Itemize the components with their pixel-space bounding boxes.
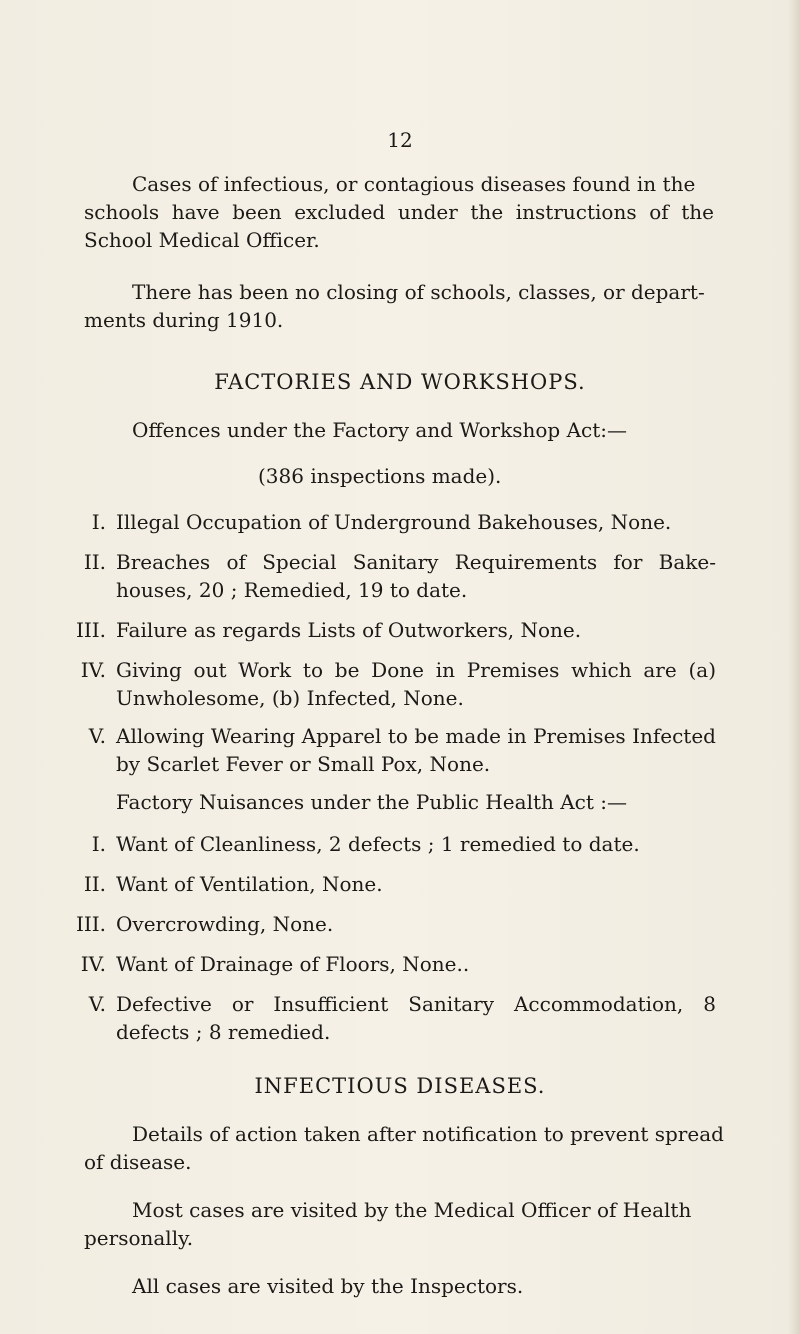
offence-number: III. <box>75 618 106 642</box>
offence-item-text: Breaches of Special Sanitary Requirements for Bake-houses, 20 ; Remedied, 19 to date. <box>116 550 716 602</box>
paragraph-1-rest: schools have been excluded under the instructions of the School Medical Officer. <box>84 200 714 252</box>
nuisance-number: IV. <box>80 952 106 976</box>
infectious-paragraph-1-line-2: of disease. <box>84 1150 192 1174</box>
nuisances-intro: Factory Nuisances under the Public Health Act :— <box>116 790 628 814</box>
offence-item: Allowing Wearing Apparel to be made in Premises Infected by Scarlet Fever or Small Pox, None. <box>116 724 716 776</box>
nuisance-number: I. <box>91 832 106 856</box>
offence-number: I. <box>91 510 106 534</box>
nuisance-number: V. <box>88 992 106 1016</box>
nuisance-number: III. <box>75 912 106 936</box>
paragraph-2-line-1: There has been no closing of schools, classes, or depart- <box>132 280 705 304</box>
offences-intro: Offences under the Factory and Workshop Act:— <box>132 418 627 442</box>
nuisance-item: Defective or Insufficient Sanitary Accommodation, 8 defects ; 8 remedied. <box>116 992 716 1044</box>
nuisance-item: Want of Cleanliness, 2 defects ; 1 remedied to date. <box>116 832 640 856</box>
inspections-count: (386 inspections made). <box>258 464 502 488</box>
infectious-paragraph-2-line-2: personally. <box>84 1226 194 1250</box>
offence-number: V. <box>88 724 106 748</box>
page-edge-shadow <box>788 0 800 1334</box>
nuisance-item: Overcrowding, None. <box>116 912 334 936</box>
offence-item: Illegal Occupation of Underground Bakehouses, None. <box>116 510 672 534</box>
paragraph-1-line-1: Cases of infectious, or contagious diseases found in the <box>132 172 696 196</box>
offence-number: IV. <box>80 658 106 682</box>
nuisance-item: Want of Ventilation, None. <box>116 872 383 896</box>
offence-item <box>116 548 716 604</box>
offence-item: Giving out Work to be Done in Premises which are (a) Unwholesome, (b) Infected, None. <box>116 658 716 710</box>
paragraph-2-rest: ments during 1910. <box>84 308 284 332</box>
infectious-paragraph-2-line-1: Most cases are visited by the Medical Officer of Health <box>132 1198 692 1222</box>
infectious-paragraph-3: All cases are visited by the Inspectors. <box>132 1274 524 1298</box>
offence-item: Failure as regards Lists of Outworkers, None. <box>116 618 582 642</box>
offence-number: II. <box>83 550 106 574</box>
page-number: 12 <box>387 128 413 152</box>
nuisance-number: II. <box>83 872 106 896</box>
infectious-paragraph-1-line-1: Details of action taken after notification to prevent spread <box>132 1122 724 1146</box>
factories-heading: FACTORIES AND WORKSHOPS. <box>214 370 586 394</box>
nuisance-item: Want of Drainage of Floors, None.. <box>116 952 470 976</box>
infectious-heading: INFECTIOUS DISEASES. <box>254 1074 546 1098</box>
